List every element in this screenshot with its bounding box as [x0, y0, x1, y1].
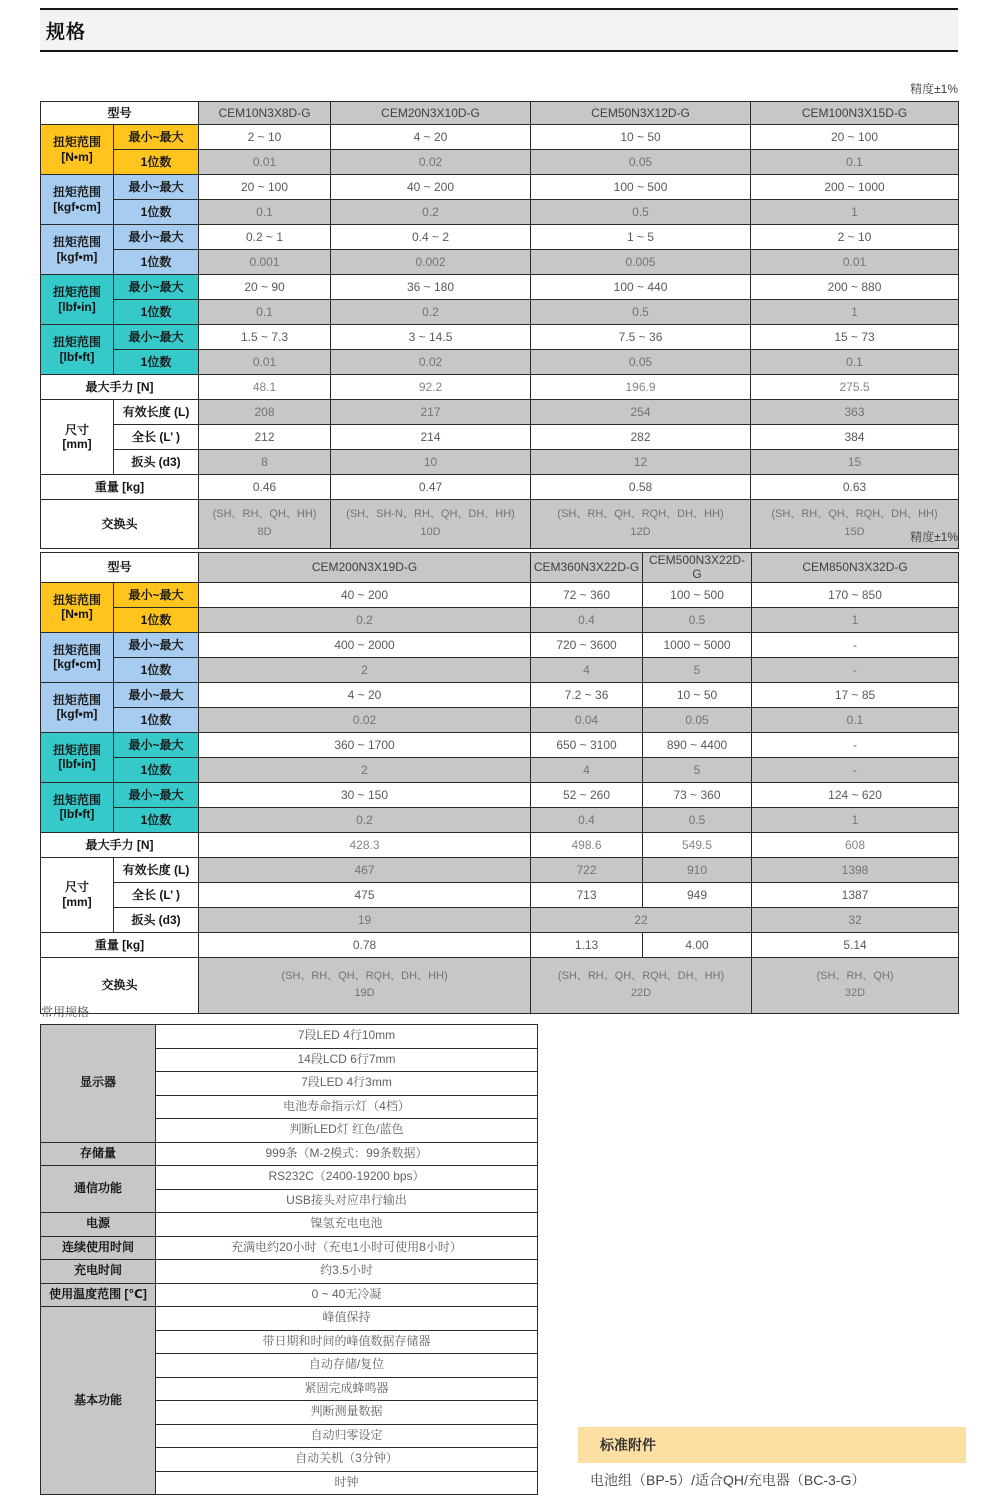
torque-value-cell: 1.5 ~ 7.3 [199, 325, 331, 350]
torque-range-unit-cell [41, 782, 114, 832]
head-size: 19D [354, 987, 375, 1000]
torque-value-cell: 4 ~ 20 [199, 682, 531, 707]
minmax-label-cell: 最小~最大 [114, 175, 199, 200]
dimensions-label [41, 857, 114, 932]
dimension-row-label: 有效长度 (L) [114, 857, 199, 882]
torque-value-cell: 0.2 ~ 1 [199, 225, 331, 250]
digit-value-cell: 0.5 [643, 607, 752, 632]
dimension-value-cell: 363 [751, 400, 959, 425]
dimension-value-cell: 254 [531, 400, 751, 425]
table-row [41, 582, 959, 607]
table-row [41, 175, 959, 200]
label-line: 尺寸 [64, 422, 89, 437]
torque-value-cell: 170 ~ 850 [752, 582, 959, 607]
torque-value-cell: 40 ~ 200 [331, 175, 531, 200]
dimension-value-cell: 910 [643, 857, 752, 882]
label-line: [lbf•ft] [59, 349, 95, 364]
digit-value-cell: 0.4 [531, 807, 643, 832]
minmax-label-cell: 最小~最大 [114, 275, 199, 300]
weight-value-cell: 0.47 [331, 475, 531, 500]
table-row [41, 732, 959, 757]
dimension-value-cell: 217 [331, 400, 531, 425]
exchange-heads-label: 交换头 [41, 500, 199, 549]
torque-value-cell: 200 ~ 880 [751, 275, 959, 300]
minmax-label-cell: 最小~最大 [114, 582, 199, 607]
label-line: 尺寸 [64, 880, 89, 895]
table-row [41, 657, 959, 682]
digit-label-cell: 1位数 [114, 757, 199, 782]
table-row [41, 707, 959, 732]
table-row [41, 102, 959, 125]
digit-value-cell: 0.005 [531, 250, 751, 275]
torque-value-cell: 10 ~ 50 [531, 125, 751, 150]
dimension-value-cell: 32 [752, 907, 959, 932]
common-spec-value-cell: 峰值保持 [156, 1307, 538, 1331]
dimension-value-cell: 212 [199, 425, 331, 450]
label-line: [mm] [62, 894, 92, 909]
label-line: 扭矩范围 [52, 692, 101, 707]
model-name-cell: CEM360N3X22D-G [531, 553, 643, 583]
dimension-value-cell: 1398 [752, 857, 959, 882]
dimension-value-cell: 722 [531, 857, 643, 882]
weight-value-cell: 0.78 [199, 932, 531, 957]
torque-value-cell: 17 ~ 85 [752, 682, 959, 707]
max-force-value-cell: 498.6 [531, 832, 643, 857]
torque-value-cell: 20 ~ 100 [199, 175, 331, 200]
minmax-label-cell: 最小~最大 [114, 782, 199, 807]
dimension-value-cell: 713 [531, 882, 643, 907]
torque-value-cell: 650 ~ 3100 [531, 732, 643, 757]
digit-value-cell: 0.002 [331, 250, 531, 275]
torque-value-cell: 30 ~ 150 [199, 782, 531, 807]
digit-value-cell: 0.02 [331, 350, 531, 375]
digit-value-cell: - [752, 657, 959, 682]
dimension-value-cell-merged: 22 [531, 907, 752, 932]
weight-value-cell: 0.63 [751, 475, 959, 500]
digit-value-cell: 0.5 [531, 300, 751, 325]
table-row [41, 1166, 538, 1190]
digit-value-cell: 0.2 [199, 607, 531, 632]
torque-range-unit-cell [41, 125, 114, 175]
digit-value-cell: 0.01 [199, 350, 331, 375]
table-row [41, 682, 959, 707]
minmax-label-cell: 最小~最大 [114, 225, 199, 250]
dimension-value-cell: 467 [199, 857, 531, 882]
dimension-row-label: 有效长度 (L) [114, 400, 199, 425]
digit-value-cell: 0.04 [531, 707, 643, 732]
torque-value-cell: 1000 ~ 5000 [643, 632, 752, 657]
table-row [41, 150, 959, 175]
common-spec-label-cell: 充电时间 [41, 1260, 156, 1284]
label-line: [lbf•in] [58, 757, 96, 772]
model-name-cell: CEM50N3X12D-G [531, 102, 751, 125]
common-spec-value-cell: 自动关机（3分钟） [156, 1448, 538, 1472]
common-spec-value-cell: 时钟 [156, 1471, 538, 1495]
digit-value-cell: 4 [531, 657, 643, 682]
weight-value-cell: 1.13 [531, 932, 643, 957]
label-line: 扭矩范围 [52, 185, 101, 200]
table-row [41, 275, 959, 300]
table-row [41, 832, 959, 857]
accuracy-note-1: 精度±1% [910, 82, 958, 96]
weight-label: 重量 [kg] [41, 932, 199, 957]
common-spec-label-cell: 使用温度范围 [℃] [41, 1283, 156, 1307]
exchange-head-cell-merged [531, 957, 752, 1013]
common-spec-value-cell: 7段LED 4行3mm [156, 1072, 538, 1096]
table-row [41, 757, 959, 782]
page-title-banner [40, 8, 958, 52]
torque-range-unit-cell [41, 582, 114, 632]
label-line: 扭矩范围 [52, 592, 101, 607]
common-spec-value-cell: 0 ~ 40无冷凝 [156, 1283, 538, 1307]
digit-value-cell: 0.2 [199, 807, 531, 832]
head-list: (SH、SH-N、RH、QH、DH、HH) [346, 508, 515, 521]
spec-table-lower [40, 552, 959, 1014]
weight-value-cell: 0.58 [531, 475, 751, 500]
torque-value-cell: 124 ~ 620 [752, 782, 959, 807]
digit-value-cell: 0.1 [751, 350, 959, 375]
exchange-head-cell [531, 500, 751, 549]
exchange-heads-label: 交换头 [41, 957, 199, 1013]
torque-value-cell: - [752, 732, 959, 757]
torque-value-cell: 1 ~ 5 [531, 225, 751, 250]
table-row [41, 1236, 538, 1260]
common-spec-value-cell: 带日期和时间的峰值数据存储器 [156, 1330, 538, 1354]
dimension-value-cell: 8 [199, 450, 331, 475]
digit-value-cell: 0.02 [331, 150, 531, 175]
label-line: [kgf•m] [56, 249, 98, 264]
torque-value-cell: 20 ~ 100 [751, 125, 959, 150]
common-spec-label-cell: 连续使用时间 [41, 1236, 156, 1260]
max-force-value-cell: 428.3 [199, 832, 531, 857]
torque-value-cell: 52 ~ 260 [531, 782, 643, 807]
torque-range-unit-cell [41, 175, 114, 225]
common-spec-table [40, 1024, 538, 1495]
dimension-value-cell: 282 [531, 425, 751, 450]
table-row [41, 1307, 538, 1331]
dimension-value-cell: 384 [751, 425, 959, 450]
dimensions-label [41, 400, 114, 475]
torque-value-cell: 200 ~ 1000 [751, 175, 959, 200]
label-line: 扭矩范围 [52, 135, 101, 150]
digit-value-cell: 0.1 [752, 707, 959, 732]
dimension-row-label: 全长 (L’ ) [114, 882, 199, 907]
label-line: [kgf•m] [56, 707, 98, 722]
table-row [41, 932, 959, 957]
digit-label-cell: 1位数 [114, 607, 199, 632]
max-force-value-cell: 549.5 [643, 832, 752, 857]
torque-value-cell: 0.4 ~ 2 [331, 225, 531, 250]
common-spec-value-cell: 14段LCD 6行7mm [156, 1048, 538, 1072]
torque-value-cell: 3 ~ 14.5 [331, 325, 531, 350]
digit-label-cell: 1位数 [114, 807, 199, 832]
table-row [41, 250, 959, 275]
digit-value-cell: 0.2 [331, 200, 531, 225]
common-spec-value-cell: 电池寿命指示灯（4档） [156, 1095, 538, 1119]
head-size: 10D [420, 526, 441, 538]
digit-value-cell: 0.2 [331, 300, 531, 325]
weight-value-cell: 5.14 [752, 932, 959, 957]
table-row [41, 300, 959, 325]
table-row [41, 350, 959, 375]
digit-value-cell: 0.4 [531, 607, 643, 632]
dimension-row-label: 扳头 (d3) [114, 450, 199, 475]
minmax-label-cell: 最小~最大 [114, 325, 199, 350]
minmax-label-cell: 最小~最大 [114, 632, 199, 657]
digit-value-cell: 1 [752, 807, 959, 832]
dimension-value-cell: 208 [199, 400, 331, 425]
head-size: 22D [630, 987, 652, 1000]
digit-value-cell: 0.1 [751, 150, 959, 175]
digit-label-cell: 1位数 [114, 200, 199, 225]
max-force-value-cell: 275.5 [751, 375, 959, 400]
digit-value-cell: 5 [643, 757, 752, 782]
weight-label: 重量 [kg] [41, 475, 199, 500]
weight-value-cell: 0.46 [199, 475, 331, 500]
digit-label-cell: 1位数 [114, 300, 199, 325]
head-list: (SH、RH、QH、HH) [212, 508, 317, 521]
minmax-label-cell: 最小~最大 [114, 125, 199, 150]
dimension-row-label: 扳头 (d3) [114, 907, 199, 932]
table-row [41, 807, 959, 832]
standard-accessories-banner [578, 1427, 966, 1463]
torque-range-unit-cell [41, 275, 114, 325]
digit-value-cell: 0.1 [199, 200, 331, 225]
digit-label-cell: 1位数 [114, 150, 199, 175]
torque-value-cell: 4 ~ 20 [331, 125, 531, 150]
table-row [41, 1142, 538, 1166]
table-row [41, 1213, 538, 1237]
digit-value-cell: 4 [531, 757, 643, 782]
table-row [41, 1283, 538, 1307]
label-line: [N•m] [61, 149, 93, 164]
common-spec-value-cell: RS232C（2400-19200 bps） [156, 1166, 538, 1190]
common-spec-value-cell: USB接头对应串行输出 [156, 1189, 538, 1213]
digit-value-cell: 0.001 [199, 250, 331, 275]
digit-value-cell: 1 [752, 607, 959, 632]
torque-range-unit-cell [41, 732, 114, 782]
common-spec-label-cell: 电源 [41, 1213, 156, 1237]
common-spec-value-cell: 自动归零设定 [156, 1424, 538, 1448]
digit-value-cell: 0.01 [751, 250, 959, 275]
digit-value-cell: 0.05 [531, 150, 751, 175]
common-spec-value-cell: 镍氢充电电池 [156, 1213, 538, 1237]
common-spec-label-cell: 显示器 [41, 1025, 156, 1143]
digit-label-cell: 1位数 [114, 250, 199, 275]
torque-range-unit-cell [41, 325, 114, 375]
dimension-value-cell: 10 [331, 450, 531, 475]
accuracy-note-2: 精度±1% [910, 530, 958, 544]
common-spec-value-cell: 充满电约20小时（充电1小时可使用8小时） [156, 1236, 538, 1260]
digit-label-cell: 1位数 [114, 707, 199, 732]
table-row [41, 325, 959, 350]
torque-value-cell: 15 ~ 73 [751, 325, 959, 350]
torque-value-cell: 100 ~ 500 [531, 175, 751, 200]
table-row [41, 225, 959, 250]
common-spec-value-cell: 判断测量数据 [156, 1401, 538, 1425]
label-line: [lbf•in] [58, 299, 96, 314]
digit-value-cell: - [752, 757, 959, 782]
max-force-value-cell: 48.1 [199, 375, 331, 400]
torque-value-cell: - [752, 632, 959, 657]
torque-range-unit-cell [41, 682, 114, 732]
head-size: 32D [844, 987, 866, 1000]
max-force-value-cell: 608 [752, 832, 959, 857]
table-row [41, 450, 959, 475]
common-spec-caption: 常用规格 [41, 1005, 90, 1019]
digit-value-cell: 2 [199, 757, 531, 782]
digit-value-cell: 1 [751, 300, 959, 325]
model-name-cell: CEM100N3X15D-G [751, 102, 959, 125]
torque-range-unit-cell [41, 632, 114, 682]
common-spec-value-cell: 自动存储/复位 [156, 1354, 538, 1378]
weight-value-cell: 4.00 [643, 932, 752, 957]
digit-value-cell: 0.5 [643, 807, 752, 832]
model-column-header: 型号 [41, 553, 199, 583]
digit-value-cell: 0.01 [199, 150, 331, 175]
dimension-value-cell: 1387 [752, 882, 959, 907]
digit-label-cell: 1位数 [114, 657, 199, 682]
torque-value-cell: 72 ~ 360 [531, 582, 643, 607]
label-line: 扭矩范围 [52, 335, 101, 350]
spec-table-upper [40, 101, 959, 549]
table-row [41, 475, 959, 500]
table-row [41, 400, 959, 425]
table-row [41, 1260, 538, 1284]
torque-value-cell: 100 ~ 440 [531, 275, 751, 300]
torque-value-cell: 400 ~ 2000 [199, 632, 531, 657]
exchange-head-cell [199, 500, 331, 549]
table-row [41, 957, 959, 1013]
model-name-cell: CEM10N3X8D-G [199, 102, 331, 125]
exchange-head-cell [199, 957, 531, 1013]
label-line: 扭矩范围 [52, 235, 101, 250]
common-spec-value-cell: 紧固完成蜂鸣器 [156, 1377, 538, 1401]
dimension-value-cell: 19 [199, 907, 531, 932]
table-row [41, 200, 959, 225]
torque-value-cell: 2 ~ 10 [751, 225, 959, 250]
head-size: 8D [257, 526, 272, 538]
common-spec-value-cell: 999条（M-2模式：99条数据） [156, 1142, 538, 1166]
torque-value-cell: 890 ~ 4400 [643, 732, 752, 757]
torque-value-cell: 20 ~ 90 [199, 275, 331, 300]
table-row [41, 500, 959, 549]
model-column-header: 型号 [41, 102, 199, 125]
digit-value-cell: 5 [643, 657, 752, 682]
exchange-head-cell [331, 500, 531, 549]
common-spec-label-cell: 通信功能 [41, 1166, 156, 1213]
label-line: 扭矩范围 [52, 642, 101, 657]
max-force-value-cell: 92.2 [331, 375, 531, 400]
digit-value-cell: 2 [199, 657, 531, 682]
table-row [41, 553, 959, 583]
head-list: (SH、RH、QH) [816, 969, 894, 982]
digit-value-cell: 1 [751, 200, 959, 225]
head-size: 12D [630, 526, 651, 538]
label-line: 扭矩范围 [52, 285, 101, 300]
common-spec-label-cell: 基本功能 [41, 1307, 156, 1495]
torque-value-cell: 73 ~ 360 [643, 782, 752, 807]
dimension-value-cell: 12 [531, 450, 751, 475]
common-spec-value-cell: 约3.5小时 [156, 1260, 538, 1284]
torque-value-cell: 2 ~ 10 [199, 125, 331, 150]
minmax-label-cell: 最小~最大 [114, 732, 199, 757]
model-name-cell: CEM20N3X10D-G [331, 102, 531, 125]
dimension-value-cell: 949 [643, 882, 752, 907]
label-line: [kgf•cm] [53, 199, 101, 214]
torque-range-unit-cell [41, 225, 114, 275]
table-row [41, 607, 959, 632]
dimension-value-cell: 475 [199, 882, 531, 907]
head-list: (SH、RH、QH、RQH、DH、HH) [557, 508, 724, 521]
common-spec-value-cell: 7段LED 4行10mm [156, 1025, 538, 1049]
torque-value-cell: 360 ~ 1700 [199, 732, 531, 757]
model-name-cell: CEM200N3X19D-G [199, 553, 531, 583]
table-row [41, 1025, 538, 1049]
torque-value-cell: 40 ~ 200 [199, 582, 531, 607]
table-row [41, 882, 959, 907]
label-line: [lbf•ft] [59, 807, 95, 822]
exchange-head-cell [752, 957, 959, 1013]
table-row [41, 782, 959, 807]
torque-value-cell: 720 ~ 3600 [531, 632, 643, 657]
table-row [41, 425, 959, 450]
standard-accessories-text: 电池组（BP-5）/适合QH/充电器（BC-3-G） [590, 1472, 866, 1488]
digit-label-cell: 1位数 [114, 350, 199, 375]
page-title: 规格 [46, 21, 87, 43]
digit-value-cell: 0.5 [531, 200, 751, 225]
head-size: 15D [844, 526, 865, 538]
label-line: [kgf•cm] [53, 657, 101, 672]
table-row [41, 375, 959, 400]
dimension-value-cell: 214 [331, 425, 531, 450]
head-list: (SH、RH、QH、RQH、DH、HH) [281, 969, 448, 982]
digit-value-cell: 0.05 [643, 707, 752, 732]
label-line: 扭矩范围 [52, 792, 101, 807]
common-spec-label-cell: 存储量 [41, 1142, 156, 1166]
table-row [41, 125, 959, 150]
dimension-row-label: 全长 (L’ ) [114, 425, 199, 450]
table-row [41, 632, 959, 657]
max-force-value-cell: 196.9 [531, 375, 751, 400]
torque-value-cell: 7.2 ~ 36 [531, 682, 643, 707]
table-row [41, 907, 959, 932]
head-list: (SH、RH、QH、RQH、DH、HH) [557, 969, 725, 982]
head-list: (SH、RH、QH、RQH、DH、HH) [771, 508, 938, 521]
torque-value-cell: 7.5 ~ 36 [531, 325, 751, 350]
common-spec-value-cell: 判断LED灯 红色/蓝色 [156, 1119, 538, 1143]
digit-value-cell: 0.1 [199, 300, 331, 325]
digit-value-cell: 0.05 [531, 350, 751, 375]
model-name-cell: CEM500N3X22D-G [643, 553, 752, 583]
torque-value-cell: 100 ~ 500 [643, 582, 752, 607]
torque-value-cell: 10 ~ 50 [643, 682, 752, 707]
dimension-value-cell: 15 [751, 450, 959, 475]
label-line: [mm] [62, 437, 92, 451]
torque-value-cell: 36 ~ 180 [331, 275, 531, 300]
standard-accessories-title: 标准附件 [600, 1437, 656, 1453]
max-force-label: 最大手力 [N] [41, 832, 199, 857]
table-row [41, 857, 959, 882]
label-line: 扭矩范围 [52, 742, 101, 757]
digit-value-cell: 0.02 [199, 707, 531, 732]
max-force-label: 最大手力 [N] [41, 375, 199, 400]
minmax-label-cell: 最小~最大 [114, 682, 199, 707]
label-line: [N•m] [61, 607, 93, 622]
model-name-cell: CEM850N3X32D-G [752, 553, 959, 583]
